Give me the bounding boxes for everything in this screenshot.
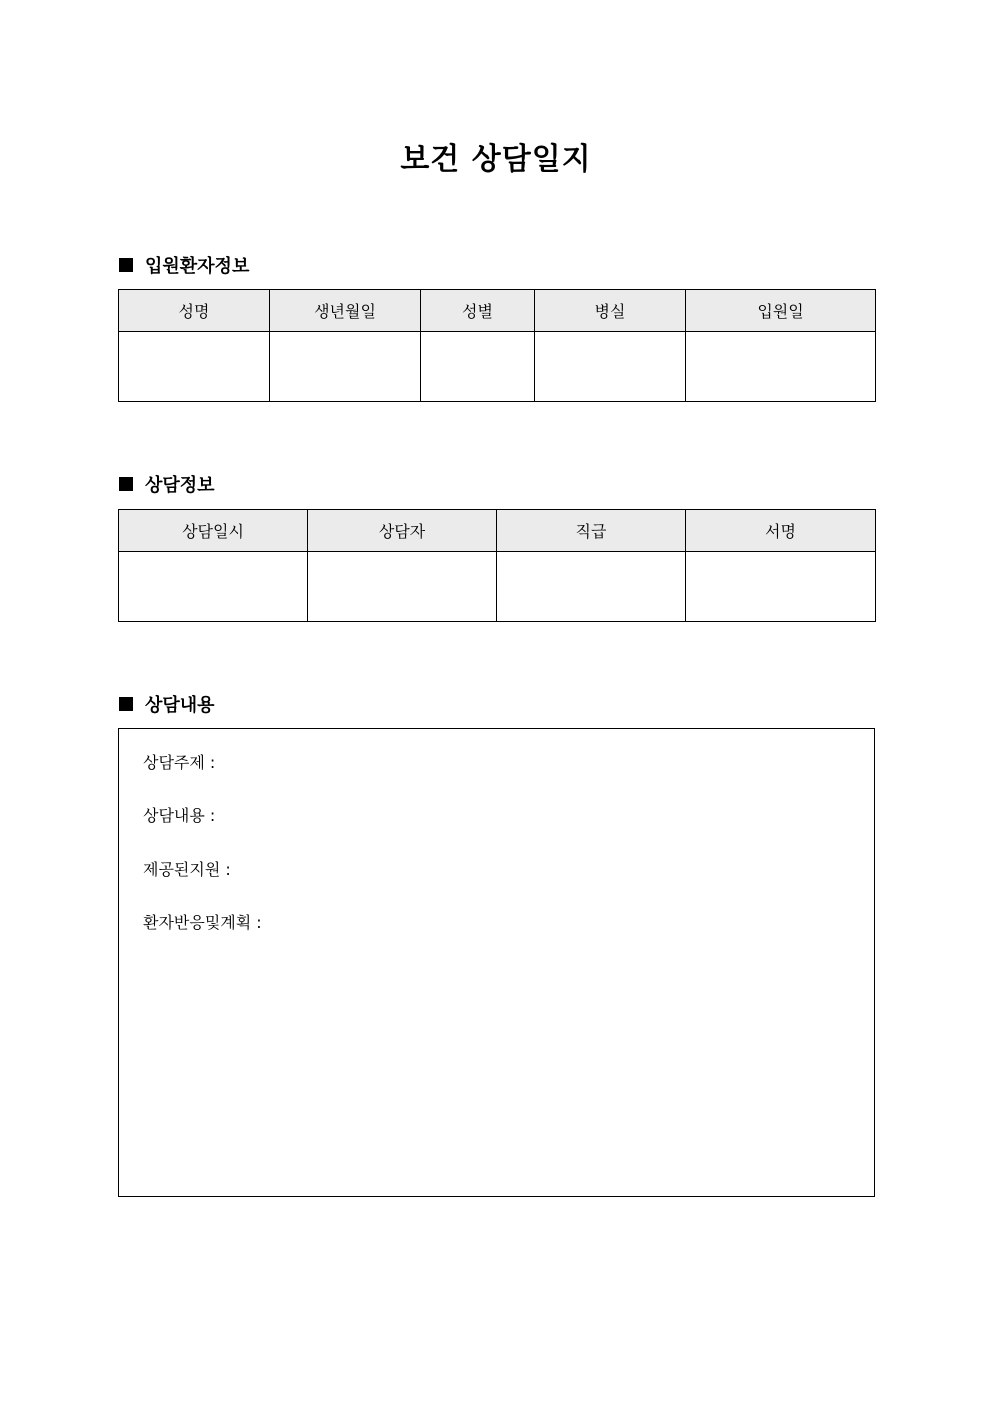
column-header-gender: 성별 <box>421 290 535 332</box>
table-row <box>119 552 876 622</box>
section-heading-patient-info <box>119 253 249 277</box>
admission-date-cell[interactable] <box>686 332 876 402</box>
table-header-row <box>119 510 876 552</box>
table-row <box>119 332 876 402</box>
page-title: 보건 상담일지 <box>400 142 592 177</box>
section-heading-counseling-info <box>119 472 215 496</box>
column-header-signature: 서명 <box>686 510 876 552</box>
column-header-position: 직급 <box>497 510 686 552</box>
square-bullet-icon <box>119 477 133 491</box>
column-header-admission-date: 입원일 <box>686 290 876 332</box>
counseling-datetime-cell[interactable] <box>119 552 308 622</box>
birthdate-cell[interactable] <box>270 332 421 402</box>
counseling-topic-label: 상담주제 : <box>143 753 216 772</box>
square-bullet-icon <box>119 258 133 272</box>
column-header-name: 성명 <box>119 290 270 332</box>
patient-info-table <box>118 289 876 402</box>
counseling-content-box[interactable] <box>118 728 875 1197</box>
room-cell[interactable] <box>535 332 686 402</box>
square-bullet-icon <box>119 697 133 711</box>
column-header-counseling-datetime: 상담일시 <box>119 510 308 552</box>
name-cell[interactable] <box>119 332 270 402</box>
counseling-details-label: 상담내용 : <box>143 806 216 825</box>
patient-response-plan-label: 환자반응및계획 : <box>143 913 262 932</box>
section-heading-label: 입원환자정보 <box>145 256 250 277</box>
counseling-info-table <box>118 509 876 622</box>
position-cell[interactable] <box>497 552 686 622</box>
support-provided-label: 제공된지원 : <box>143 860 231 879</box>
column-header-room: 병실 <box>535 290 686 332</box>
signature-cell[interactable] <box>686 552 876 622</box>
counselor-cell[interactable] <box>308 552 497 622</box>
section-heading-label: 상담정보 <box>145 475 215 496</box>
gender-cell[interactable] <box>421 332 535 402</box>
column-header-counselor: 상담자 <box>308 510 497 552</box>
column-header-birthdate: 생년월일 <box>270 290 421 332</box>
section-heading-counseling-content <box>119 692 215 716</box>
table-header-row <box>119 290 876 332</box>
section-heading-label: 상담내용 <box>145 695 215 716</box>
